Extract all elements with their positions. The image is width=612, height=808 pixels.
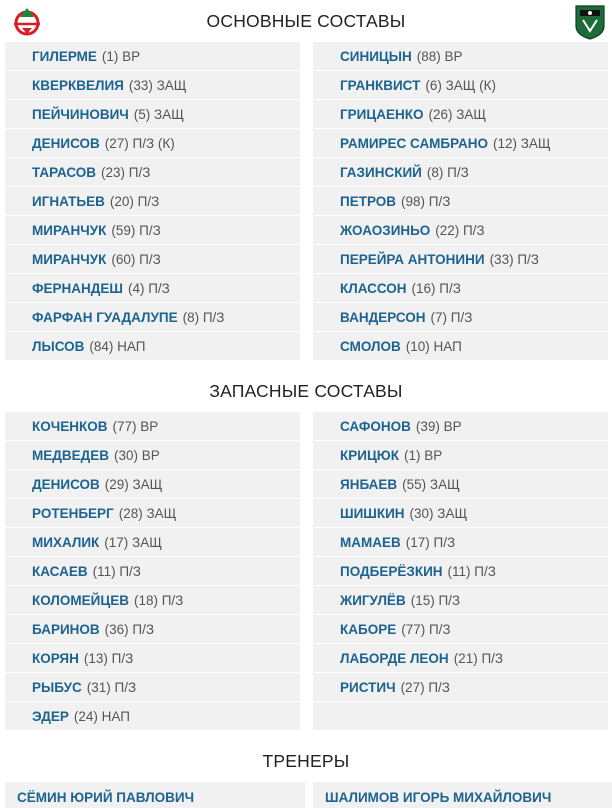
home-starting-list bbox=[5, 42, 300, 361]
player-row bbox=[313, 586, 608, 615]
player-number-position: (11) П/З bbox=[92, 563, 141, 579]
player-number-position: (26) ЗАЩ bbox=[428, 106, 487, 122]
player-name-link[interactable]: ЛАБОРДЕ ЛЕОН bbox=[340, 650, 449, 666]
player-row bbox=[313, 615, 608, 644]
player-number-position: (7) П/З bbox=[430, 309, 473, 325]
player-row bbox=[5, 100, 300, 129]
player-name-link[interactable]: САФОНОВ bbox=[340, 418, 411, 434]
player-row bbox=[5, 42, 300, 71]
player-row bbox=[5, 441, 300, 470]
player-name-link[interactable]: КЛАССОН bbox=[340, 280, 407, 296]
player-row bbox=[313, 644, 608, 673]
player-number-position: (11) П/З bbox=[447, 563, 496, 579]
player-number-position: (77) П/З bbox=[401, 621, 451, 637]
player-name-link[interactable]: ПЕТРОВ bbox=[340, 193, 397, 209]
player-number-position: (98) П/З bbox=[401, 193, 451, 209]
player-row bbox=[313, 441, 608, 470]
player-row bbox=[313, 528, 608, 557]
player-row bbox=[5, 187, 300, 216]
player-number-position: (20) П/З bbox=[109, 193, 160, 209]
player-number-position: (10) НАП bbox=[405, 338, 462, 354]
player-row bbox=[313, 42, 608, 71]
player-number-position: (12) ЗАЩ bbox=[492, 135, 551, 151]
player-row bbox=[5, 644, 300, 673]
player-number-position: (13) П/З bbox=[83, 650, 134, 666]
player-row bbox=[313, 470, 608, 499]
player-row bbox=[5, 71, 300, 100]
player-name-link[interactable]: БАРИНОВ bbox=[32, 621, 100, 637]
player-row bbox=[313, 158, 608, 187]
player-number-position: (27) П/З bbox=[400, 679, 450, 695]
player-row bbox=[5, 702, 300, 731]
player-number-position: (60) П/З bbox=[111, 251, 161, 267]
player-row bbox=[5, 557, 300, 586]
player-row bbox=[5, 274, 300, 303]
player-number-position: (59) П/З bbox=[111, 222, 161, 238]
player-row bbox=[5, 528, 300, 557]
coaches-title: ТРЕНЕРЫ bbox=[262, 751, 350, 771]
player-row bbox=[313, 332, 608, 361]
player-row bbox=[5, 412, 300, 441]
player-number-position: (17) П/З bbox=[405, 534, 456, 550]
player-name-link[interactable]: ГИЛЕРМЕ bbox=[32, 48, 97, 64]
player-row bbox=[5, 245, 300, 274]
player-name-link[interactable]: КОРЯН bbox=[32, 650, 79, 666]
player-name-link[interactable]: РЫБУС bbox=[32, 679, 82, 695]
player-row bbox=[313, 499, 608, 528]
player-number-position: (29) ЗАЩ bbox=[104, 476, 163, 492]
player-number-position: (30) ЗАЩ bbox=[409, 505, 468, 521]
player-name-link[interactable]: КАБОРЕ bbox=[340, 621, 397, 637]
player-number-position: (16) П/З bbox=[411, 280, 461, 296]
player-row bbox=[5, 615, 300, 644]
player-name-link[interactable]: МЕДВЕДЕВ bbox=[32, 447, 109, 463]
player-name-link[interactable]: РИСТИЧ bbox=[340, 679, 396, 695]
player-row bbox=[5, 332, 300, 361]
home-subs-list bbox=[5, 412, 300, 731]
player-name-link[interactable]: КВЕРКВЕЛИЯ bbox=[32, 77, 124, 93]
player-name-link[interactable]: ГРИЦАЕНКО bbox=[340, 106, 424, 122]
away-subs-list bbox=[313, 412, 608, 731]
player-name-link[interactable]: ЯНБАЕВ bbox=[340, 476, 398, 492]
player-row bbox=[313, 245, 608, 274]
player-number-position: (77) ВР bbox=[112, 418, 159, 434]
home-coach-link[interactable]: СЁМИН ЮРИЙ ПАВЛОВИЧ bbox=[5, 782, 305, 808]
player-row bbox=[5, 129, 300, 158]
player-number-position: (6) ЗАЩ (К) bbox=[425, 77, 496, 93]
player-number-position: (4) П/З bbox=[127, 280, 170, 296]
player-row bbox=[313, 71, 608, 100]
player-name-link[interactable]: ЖОАОЗИНЬО bbox=[340, 222, 431, 238]
player-row bbox=[5, 303, 300, 332]
player-number-position: (23) П/З bbox=[101, 164, 151, 180]
player-name-link[interactable]: ГРАНКВИСТ bbox=[340, 77, 421, 93]
player-number-position: (22) П/З bbox=[435, 222, 485, 238]
player-number-position: (39) ВР bbox=[415, 418, 462, 434]
player-name-link[interactable]: ТАРАСОВ bbox=[32, 164, 97, 180]
player-number-position: (33) П/З bbox=[489, 251, 539, 267]
player-name-link[interactable]: КАСАЕВ bbox=[32, 563, 88, 579]
player-name-link[interactable]: МИРАНЧУК bbox=[32, 251, 107, 267]
player-number-position: (27) П/З (К) bbox=[104, 135, 175, 151]
player-name-link[interactable]: МИРАНЧУК bbox=[32, 222, 107, 238]
player-number-position: (36) П/З bbox=[104, 621, 155, 637]
player-row bbox=[313, 557, 608, 586]
player-name-link[interactable]: ЖИГУЛЁВ bbox=[340, 592, 406, 608]
player-number-position: (88) ВР bbox=[416, 48, 463, 64]
player-number-position: (17) ЗАЩ bbox=[104, 534, 162, 550]
player-name-link[interactable]: ПОДБЕРЁЗКИН bbox=[340, 563, 443, 579]
player-number-position: (18) П/З bbox=[133, 592, 184, 608]
player-row bbox=[313, 216, 608, 245]
player-number-position: (5) ЗАЩ bbox=[133, 106, 184, 122]
player-row bbox=[5, 673, 300, 702]
player-name-link[interactable]: ДЕНИСОВ bbox=[32, 476, 100, 492]
player-name-link[interactable]: КОЛОМЕЙЦЕВ bbox=[32, 592, 129, 608]
player-number-position: (84) НАП bbox=[89, 338, 146, 354]
player-number-position: (24) НАП bbox=[73, 708, 130, 724]
player-name-link[interactable]: СИНИЦЫН bbox=[340, 48, 412, 64]
player-row bbox=[313, 187, 608, 216]
player-name-link[interactable]: КРИЦЮК bbox=[340, 447, 399, 463]
substitutes-title: ЗАПАСНЫЕ СОСТАВЫ bbox=[209, 381, 403, 401]
player-name-link[interactable]: ПЕРЕЙРА АНТОНИНИ bbox=[340, 251, 485, 267]
player-row bbox=[5, 216, 300, 245]
player-row bbox=[313, 673, 608, 702]
player-number-position: (33) ЗАЩ bbox=[128, 77, 187, 93]
player-row bbox=[313, 303, 608, 332]
away-starting-list bbox=[313, 42, 608, 361]
player-number-position: (15) П/З bbox=[410, 592, 461, 608]
player-name-link[interactable]: ЛЫСОВ bbox=[32, 338, 85, 354]
player-number-position: (30) ВР bbox=[114, 447, 160, 463]
player-number-position: (1) ВР bbox=[101, 48, 141, 64]
player-name-link[interactable]: ФАРФАН ГУАДАЛУПЕ bbox=[32, 309, 178, 325]
player-name-link[interactable]: ВАНДЕРСОН bbox=[340, 309, 426, 325]
player-number-position: (28) ЗАЩ bbox=[118, 505, 177, 521]
player-number-position: (31) П/З bbox=[86, 679, 137, 695]
starting-lineups-title: ОСНОВНЫЕ СОСТАВЫ bbox=[206, 11, 406, 31]
player-name-link[interactable]: ГАЗИНСКИЙ bbox=[340, 164, 422, 180]
player-row bbox=[313, 100, 608, 129]
player-row bbox=[313, 274, 608, 303]
player-number-position: (21) П/З bbox=[453, 650, 504, 666]
player-name-link[interactable]: ЭДЕР bbox=[32, 708, 69, 724]
player-row bbox=[5, 499, 300, 528]
player-row bbox=[5, 586, 300, 615]
player-name-link[interactable]: РАМИРЕС САМБРАНО bbox=[340, 135, 488, 151]
away-coach-link[interactable]: ШАЛИМОВ ИГОРЬ МИХАЙЛОВИЧ bbox=[313, 782, 612, 808]
player-name-link[interactable]: ИГНАТЬЕВ bbox=[32, 193, 105, 209]
player-row bbox=[5, 470, 300, 499]
player-name-link[interactable]: РОТЕНБЕРГ bbox=[32, 505, 114, 521]
player-name-link[interactable]: МИХАЛИК bbox=[32, 534, 100, 550]
player-name-link[interactable]: МАМАЕВ bbox=[340, 534, 401, 550]
player-row bbox=[313, 129, 608, 158]
player-row bbox=[313, 412, 608, 441]
player-row bbox=[313, 702, 608, 731]
player-number-position: (8) П/З bbox=[182, 309, 225, 325]
player-name-link[interactable]: ШИШКИН bbox=[340, 505, 405, 521]
player-number-position: (8) П/З bbox=[426, 164, 469, 180]
player-name-link[interactable]: СМОЛОВ bbox=[340, 338, 401, 354]
player-name-link[interactable]: ФЕРНАНДЕШ bbox=[32, 280, 123, 296]
player-row bbox=[5, 158, 300, 187]
player-name-link[interactable]: ПЕЙЧИНОВИЧ bbox=[32, 106, 129, 122]
player-number-position: (55) ЗАЩ bbox=[402, 476, 460, 492]
player-number-position: (1) ВР bbox=[403, 447, 443, 463]
player-name-link[interactable]: ДЕНИСОВ bbox=[32, 135, 100, 151]
player-name-link[interactable]: КОЧЕНКОВ bbox=[32, 418, 108, 434]
